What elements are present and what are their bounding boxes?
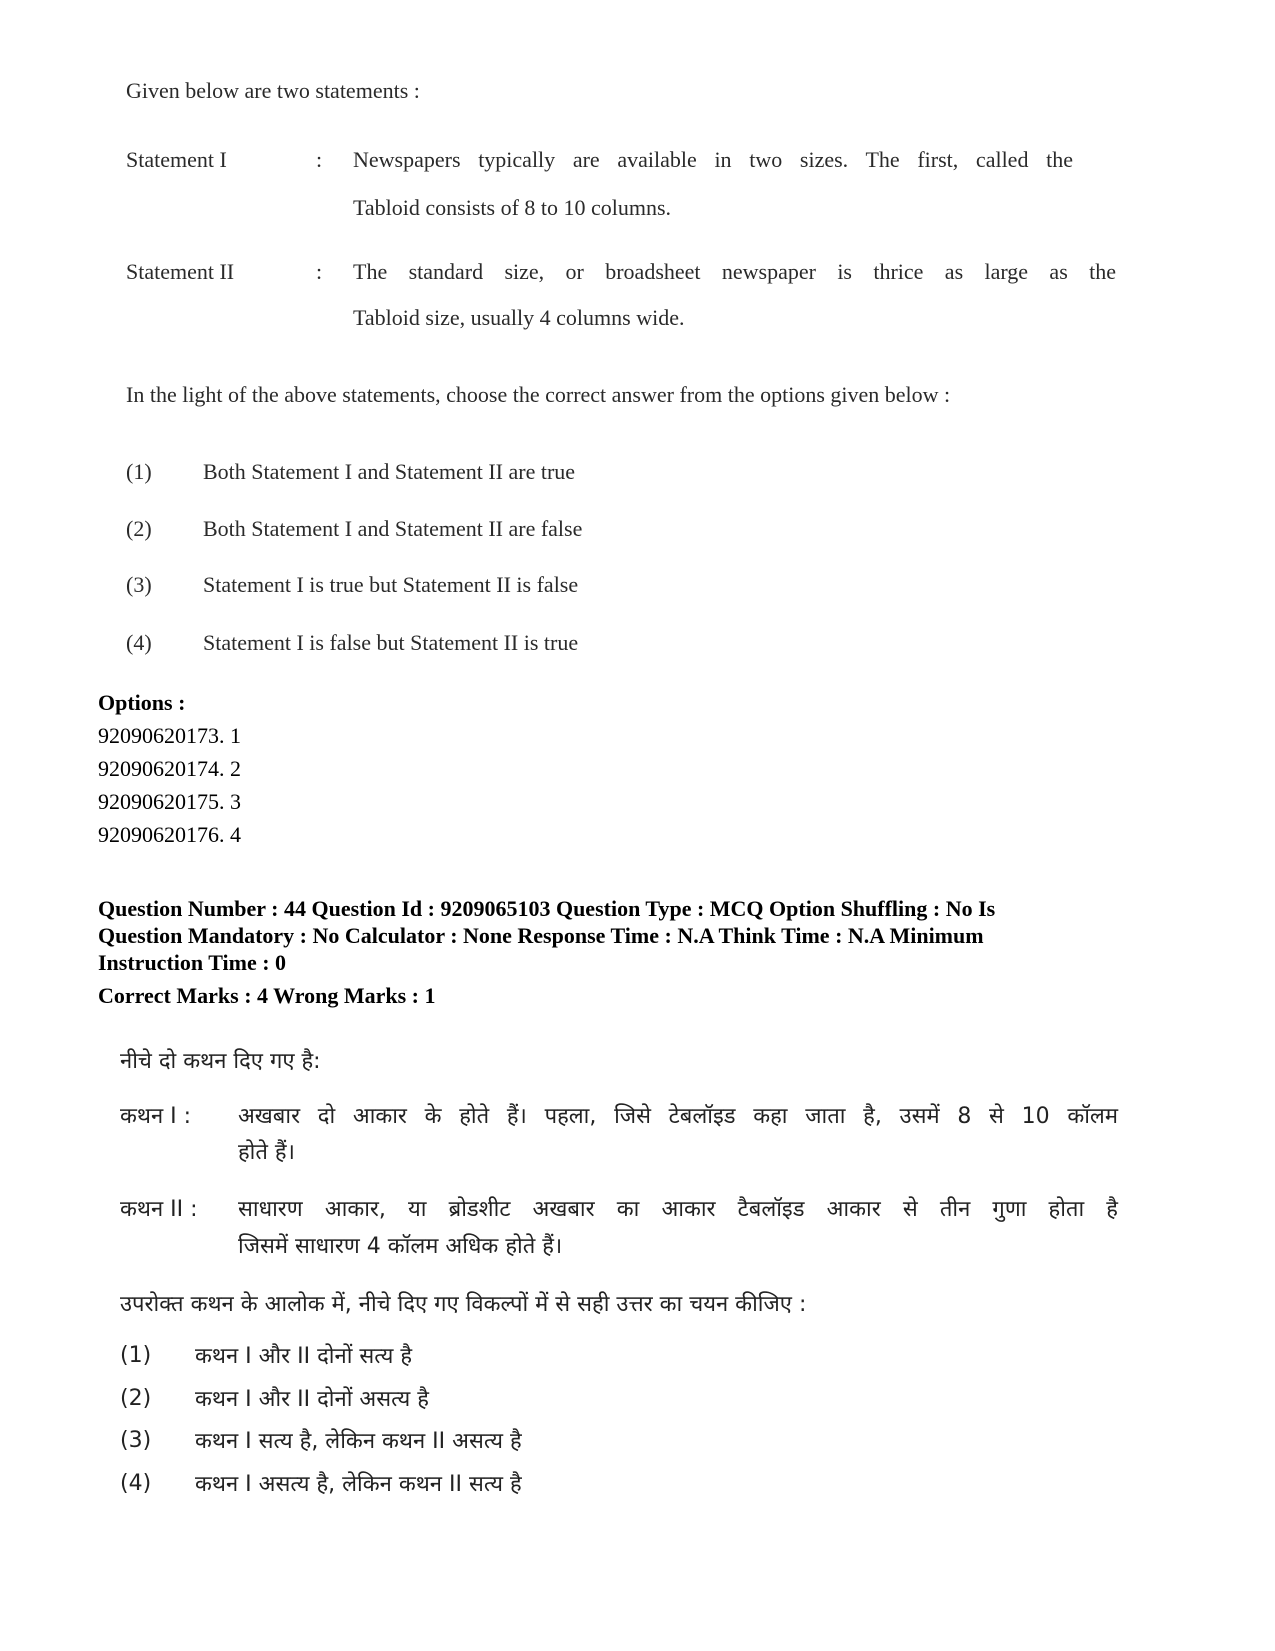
meta-line-1: Question Number : 44 Question Id : 9209065103 Question Type : MCQ Option Shuffling : No Is [98, 896, 996, 921]
hindi-option-3-text: कथन I सत्य है, लेकिन कथन II असत्य है [195, 1429, 522, 1454]
option-id-2: 92090620174. 2 [98, 756, 241, 781]
hindi-statement-1-line-1: अखबार दो आकार के होते हैं। पहला, जिसे टेबलॉइड कहा जाता है, उसमें 8 से 10 कॉलम [238, 1104, 1118, 1129]
hindi-statement-1-line-2: होते हैं। [238, 1140, 295, 1165]
statement-1-line-1: Newspapers typically are available in two sizes. The first, called the [353, 147, 1073, 172]
option-1-number: (1) [126, 459, 152, 484]
question-intro: Given below are two statements : [126, 78, 420, 103]
marks-line: Correct Marks : 4 Wrong Marks : 1 [98, 983, 436, 1008]
statement-2-label: Statement II [126, 259, 235, 284]
hindi-question-instruction: उपरोक्त कथन के आलोक में, नीचे दिए गए विकल्पों में से सही उत्तर का चयन कीजिए : [120, 1292, 807, 1317]
hindi-statement-2-label: कथन II : [120, 1197, 198, 1222]
option-3-text: Statement I is true but Statement II is false [203, 572, 579, 597]
option-id-4: 92090620176. 4 [98, 822, 241, 847]
statement-1-colon: : [316, 147, 323, 172]
statement-1-label: Statement I [126, 147, 227, 172]
option-4-number: (4) [126, 630, 152, 655]
hindi-option-1-number: (1) [120, 1343, 152, 1368]
hindi-option-3-number: (3) [120, 1428, 152, 1453]
hindi-statement-1-label: कथन I : [120, 1104, 192, 1129]
option-3-number: (3) [126, 572, 152, 597]
option-1-text: Both Statement I and Statement II are true [203, 459, 576, 484]
hindi-statement-2-line-1: साधारण आकार, या ब्रोडशीट अखबार का आकार टैबलॉइड आकार से तीन गुणा होता है [238, 1197, 1118, 1222]
statement-2-colon: : [316, 259, 323, 284]
statement-1-line-2: Tabloid consists of 8 to 10 columns. [353, 195, 672, 220]
hindi-option-4-number: (4) [120, 1471, 152, 1496]
hindi-option-2-number: (2) [120, 1386, 152, 1411]
hindi-statement-2-line-2: जिसमें साधारण 4 कॉलम अधिक होते हैं। [238, 1234, 563, 1259]
option-2-number: (2) [126, 516, 152, 541]
option-id-1: 92090620173. 1 [98, 723, 241, 748]
hindi-question-intro: नीचे दो कथन दिए गए है: [120, 1049, 321, 1074]
option-2-text: Both Statement I and Statement II are false [203, 516, 583, 541]
question-instruction: In the light of the above statements, choose the correct answer from the options given below : [126, 382, 951, 407]
hindi-option-4-text: कथन I असत्य है, लेकिन कथन II सत्य है [195, 1472, 522, 1497]
option-id-3: 92090620175. 3 [98, 789, 241, 814]
option-4-text: Statement I is false but Statement II is true [203, 630, 579, 655]
statement-2-line-1: The standard size, or broadsheet newspaper is thrice as large as the [353, 259, 1116, 284]
hindi-option-2-text: कथन I और II दोनों असत्य है [195, 1387, 429, 1412]
meta-line-3: Instruction Time : 0 [98, 950, 287, 975]
meta-line-2: Question Mandatory : No Calculator : None Response Time : N.A Think Time : N.A Minimum [98, 923, 984, 948]
hindi-option-1-text: कथन I और II दोनों सत्य है [195, 1344, 413, 1369]
options-heading: Options : [98, 690, 186, 715]
statement-2-line-2: Tabloid size, usually 4 columns wide. [353, 305, 685, 330]
